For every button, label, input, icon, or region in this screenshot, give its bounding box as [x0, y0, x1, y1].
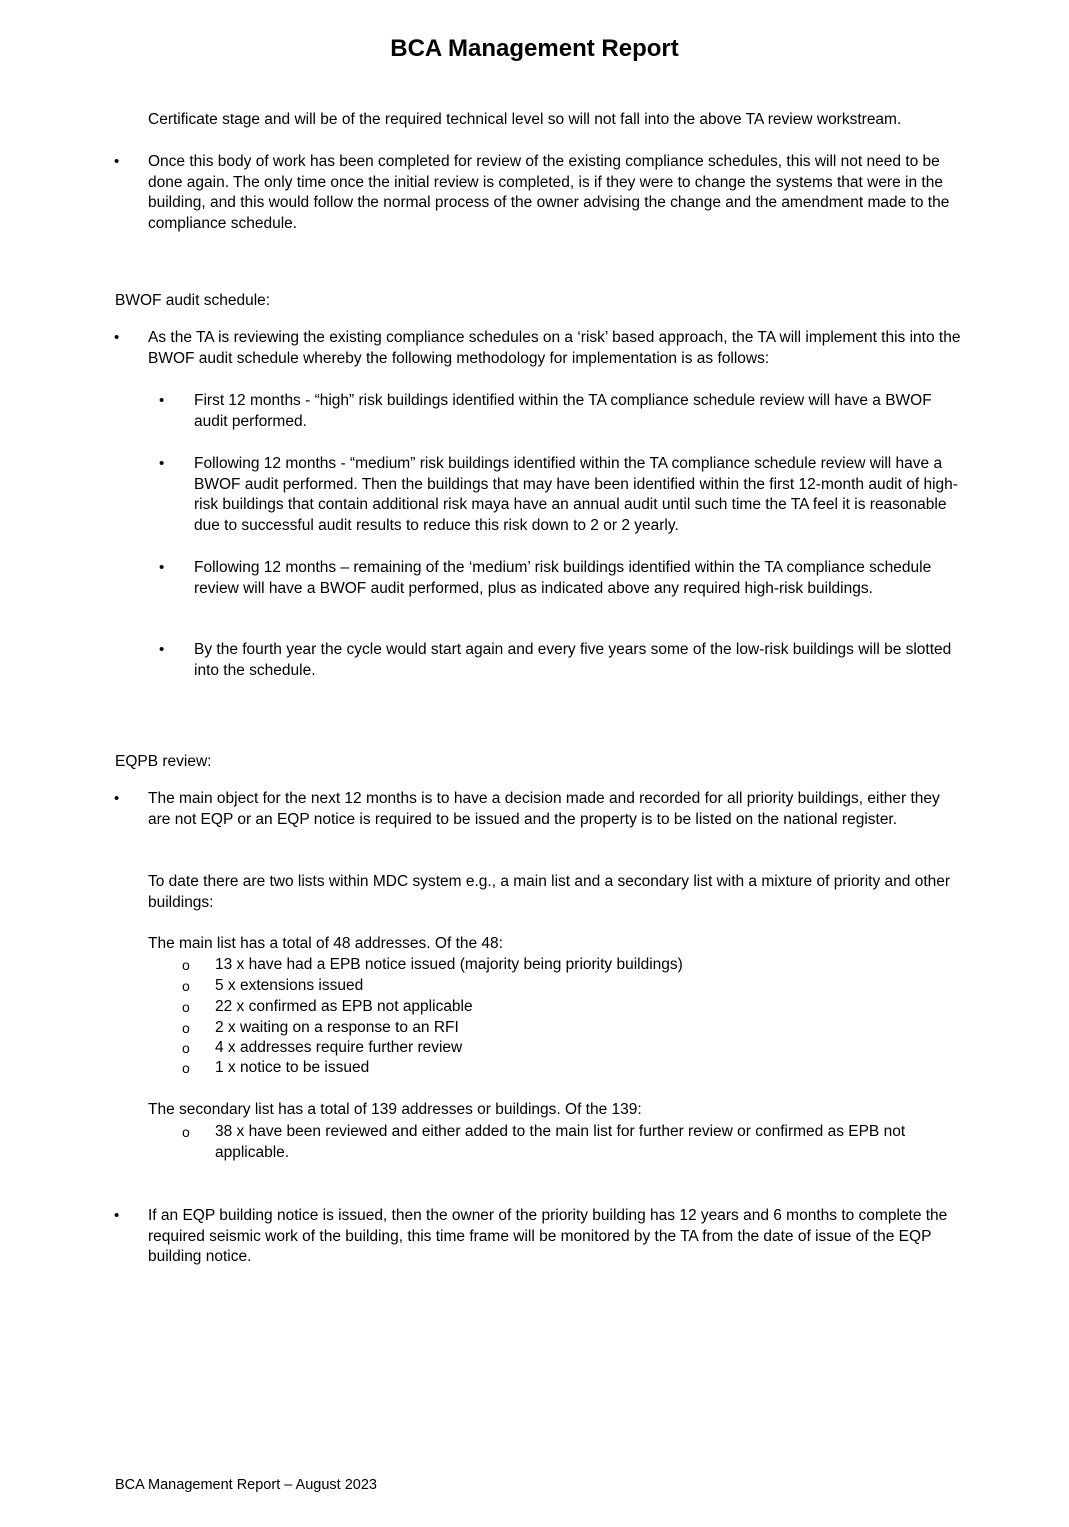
- main-list-item: 5 x extensions issued: [215, 977, 364, 994]
- main-list-intro: The main list has a total of 48 addresses. Of the 48:: [148, 935, 503, 952]
- circle-bullet-icon: o: [182, 957, 190, 973]
- bullet-icon: •: [114, 153, 120, 170]
- bullet-icon: •: [159, 392, 165, 409]
- circle-bullet-icon: o: [182, 1020, 190, 1036]
- circle-bullet-icon: o: [182, 1060, 190, 1076]
- circle-bullet-icon: o: [182, 1124, 190, 1140]
- bullet-icon: •: [114, 329, 120, 346]
- circle-bullet-icon: o: [182, 999, 190, 1015]
- circle-bullet-icon: o: [182, 1040, 190, 1056]
- circle-bullet-icon: o: [182, 978, 190, 994]
- bwof-sub-item: Following 12 months - “medium” risk buildings identified within the TA compliance schedule review will have a BWOF audit performed. Then the buildings that may have been identified within the first 12-month audit of high-risk buildings that contain additional risk maya have an annual audit until such time the TA feel it is reasonable due to successful audit results to reduce this risk down to 2 or 2 yearly.: [194, 455, 958, 535]
- eqpb-heading: EQPB review:: [115, 753, 212, 770]
- bullet-icon: •: [159, 559, 165, 576]
- bullet-icon: •: [114, 1207, 120, 1224]
- intro-continuation-paragraph: Certificate stage and will be of the required technical level so will not fall into the above TA review workstream.: [148, 111, 902, 128]
- main-list-item: 22 x confirmed as EPB not applicable: [215, 998, 473, 1015]
- bwof-heading: BWOF audit schedule:: [115, 292, 271, 309]
- main-list-item: 2 x waiting on a response to an RFI: [215, 1019, 459, 1036]
- page-footer: BCA Management Report – August 2023: [115, 1477, 377, 1493]
- main-list-item: 1 x notice to be issued: [215, 1059, 370, 1076]
- bwof-sub-item: By the fourth year the cycle would start again and every five years some of the low-risk buildings will be slotted into the schedule.: [194, 641, 952, 679]
- bullet-icon: •: [114, 790, 120, 807]
- bwof-bullet-text: As the TA is reviewing the existing compliance schedules on a ‘risk’ based approach, the TA will implement this into the BWOF audit schedule whereby the following methodology for implementation is as follows:: [148, 329, 961, 367]
- main-list-item: 13 x have had a EPB notice issued (majority being priority buildings): [215, 956, 683, 973]
- secondary-list-intro: The secondary list has a total of 139 addresses or buildings. Of the 139:: [148, 1101, 642, 1118]
- secondary-list-item: 38 x have been reviewed and either added to the main list for further review or confirmed as EPB not applicable.: [215, 1123, 906, 1161]
- main-list-item: 4 x addresses require further review: [215, 1039, 463, 1056]
- bwof-sub-item: Following 12 months – remaining of the ‘medium’ risk buildings identified within the TA compliance schedule review will have a BWOF audit performed, plus as indicated above any required high-risk buildings.: [194, 559, 932, 597]
- page-title: BCA Management Report: [390, 35, 679, 62]
- eqpb-bullet-text: The main object for the next 12 months is to have a decision made and recorded for all priority buildings, either they are not EQP or an EQP notice is required to be issued and the property is to be listed on the national register.: [148, 790, 940, 828]
- eqpb-lists-paragraph: To date there are two lists within MDC system e.g., a main list and a secondary list with a mixture of priority and other buildings:: [148, 873, 951, 911]
- bwof-sub-item: First 12 months - “high” risk buildings identified within the TA compliance schedule review will have a BWOF audit performed.: [194, 392, 932, 430]
- bullet-icon: •: [159, 641, 165, 658]
- eqpb-final-bullet-text: If an EQP building notice is issued, then the owner of the priority building has 12 years and 6 months to complete the required seismic work of the building, this time frame will be monitored by the TA from the date of issue of the EQP building notice.: [148, 1207, 948, 1266]
- intro-bullet-text: Once this body of work has been completed for review of the existing compliance schedules, this will not need to be done again. The only time once the initial review is completed, is if they were to change the systems that were in the building, and this would follow the normal process of the owner advising the change and the amendment made to the compliance schedule.: [148, 153, 950, 233]
- bullet-icon: •: [159, 455, 165, 472]
